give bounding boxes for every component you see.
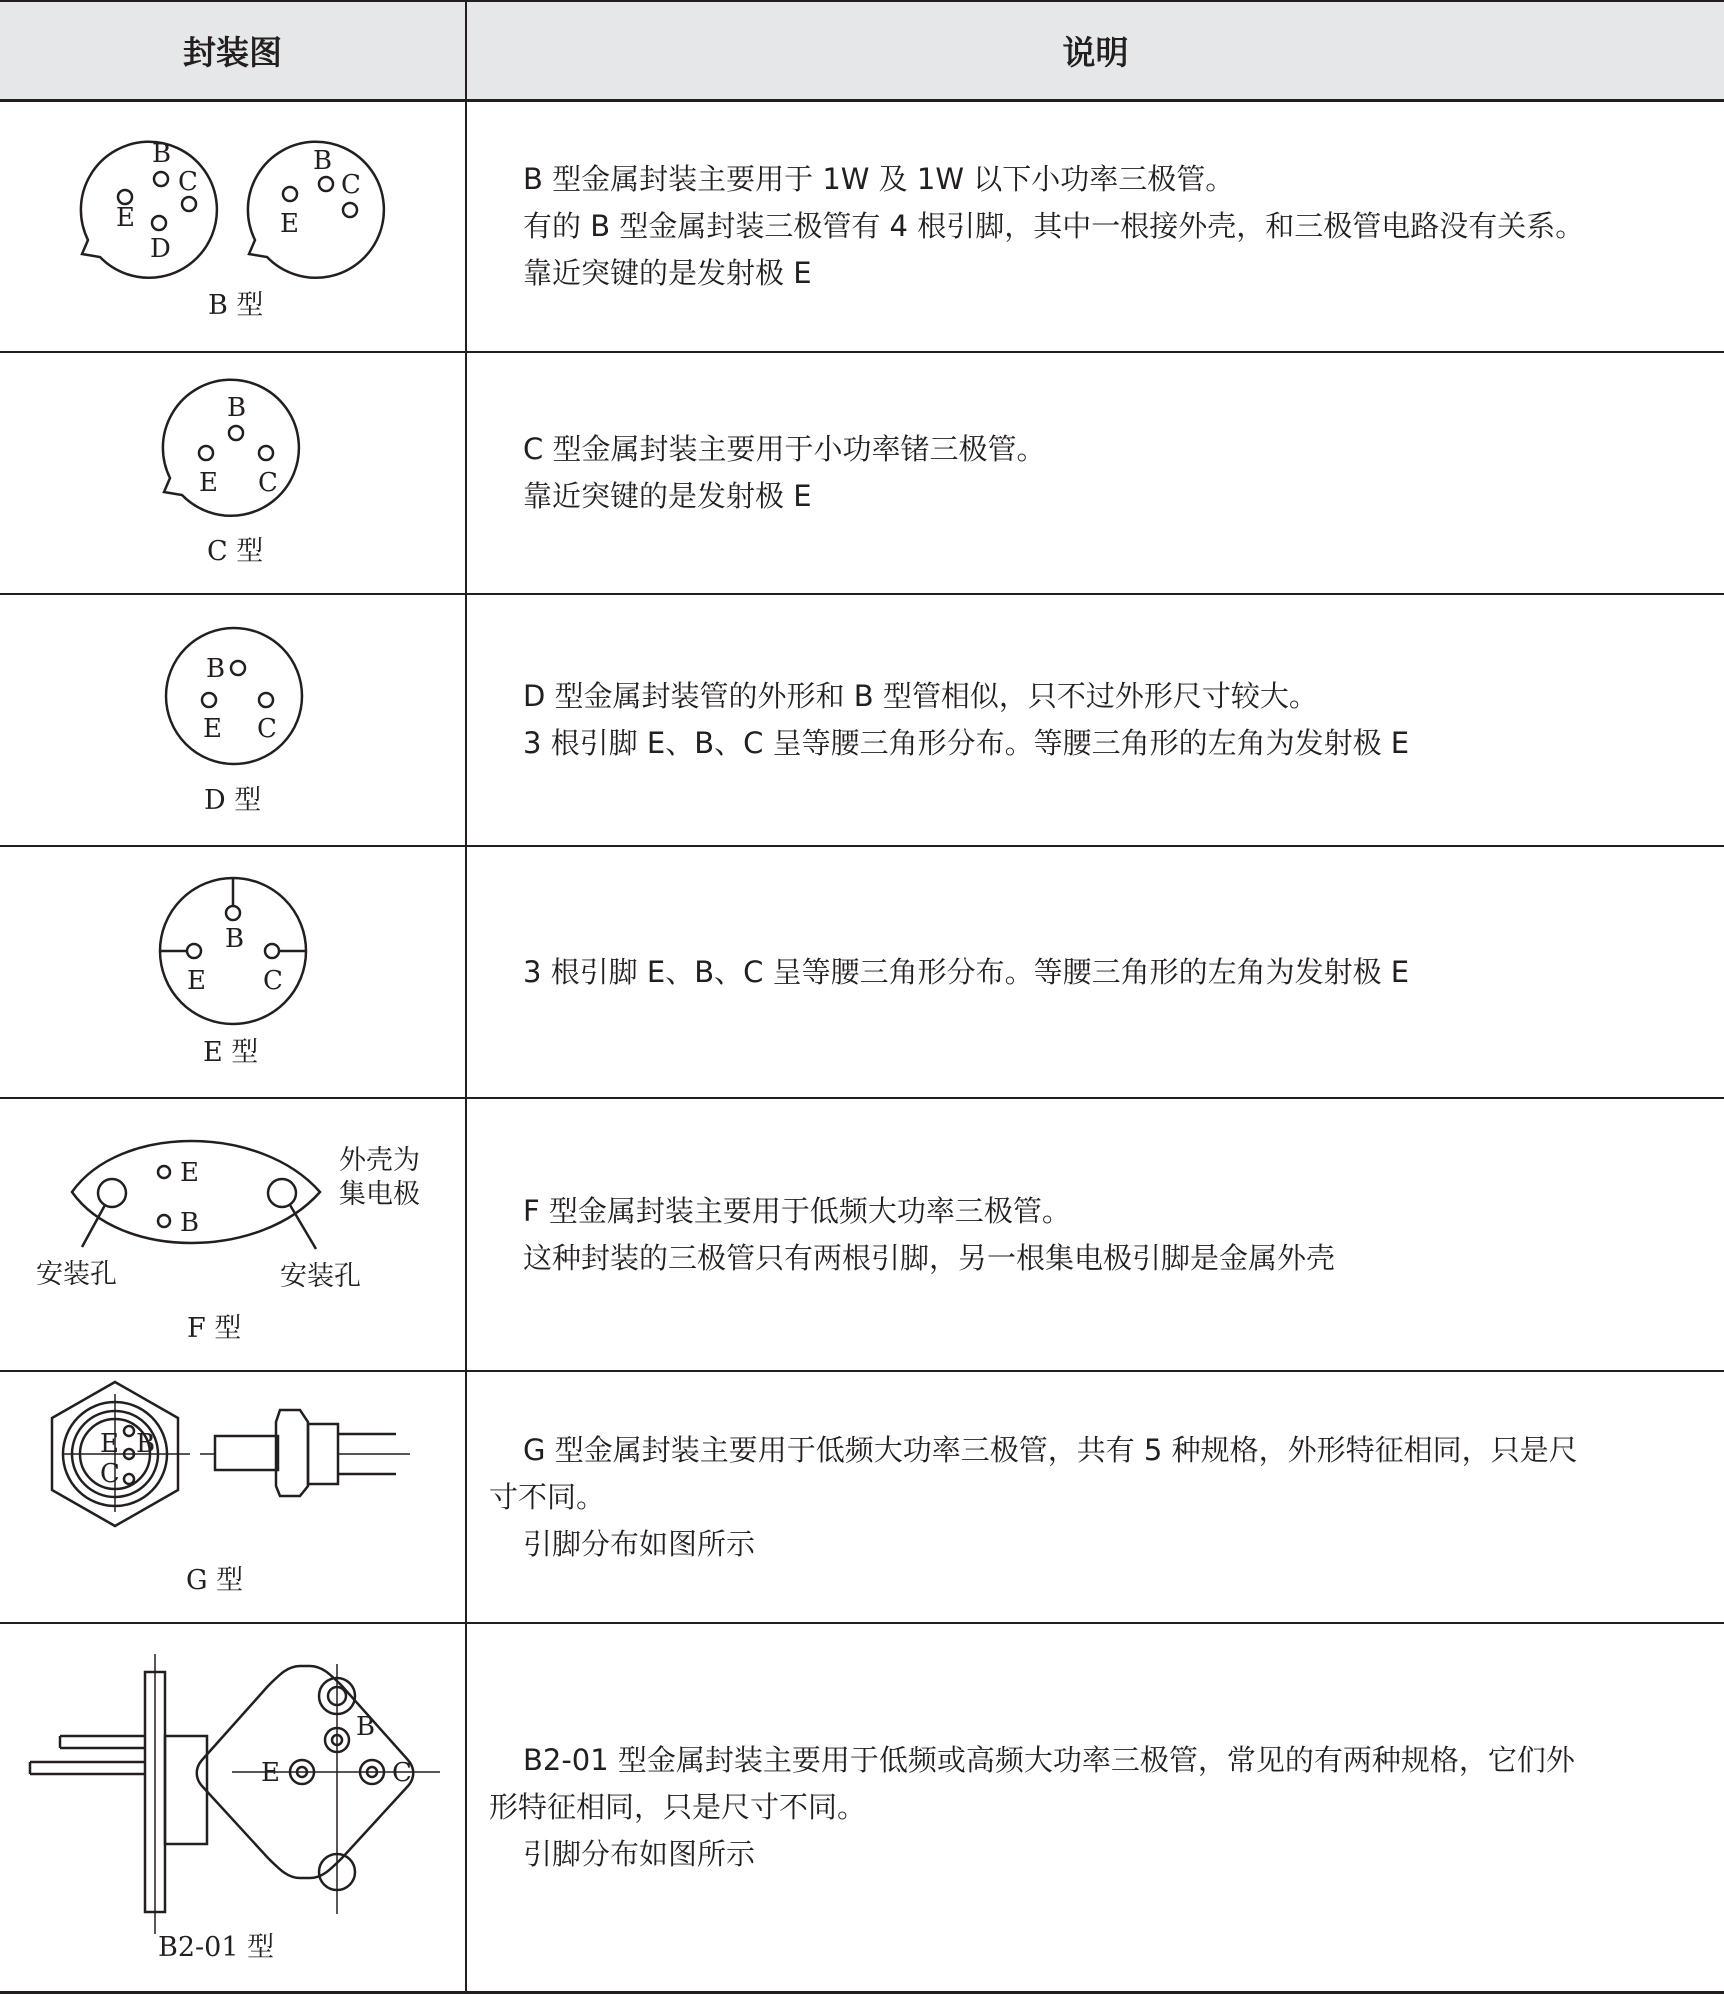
table-row xyxy=(0,353,1724,593)
description-line: 3 根引脚 E、B、C 呈等腰三角形分布。等腰三角形的左角为发射极 E xyxy=(523,954,1410,989)
pin-label-b: B xyxy=(206,654,226,684)
diagram-caption: C 型 xyxy=(207,536,264,567)
b2-01-type-drawing xyxy=(0,1624,465,1991)
package-diagram-b xyxy=(0,102,465,351)
pin-label-e: E xyxy=(100,1429,119,1459)
description-line: 靠近突键的是发射极 E xyxy=(523,479,812,513)
pin-label-c: C xyxy=(257,714,277,744)
table-row xyxy=(0,595,1724,845)
pin-label-b: B xyxy=(136,1429,156,1459)
description-line: 3 根引脚 E、B、C 呈等腰三角形分布。等腰三角形的左角为发射极 E xyxy=(523,726,1410,760)
table-row xyxy=(0,1099,1724,1370)
diagram-caption: F 型 xyxy=(187,1313,242,1344)
pin-label-e: E xyxy=(116,203,135,233)
f-type-drawing xyxy=(0,1099,465,1370)
description-cell xyxy=(467,102,1724,351)
e-type-drawing xyxy=(0,847,465,1097)
pin-label-e: E xyxy=(203,714,222,744)
package-diagram-c xyxy=(0,353,465,593)
shell-label-line1: 外壳为 xyxy=(339,1145,420,1176)
description-line: 靠近突键的是发射极 E xyxy=(523,256,812,290)
table-row xyxy=(0,1372,1724,1622)
description-line: 有的 B 型金属封装三极管有 4 根引脚，其中一根接外壳，和三极管电路没有关系。 xyxy=(523,209,1585,243)
description-cell xyxy=(467,595,1724,845)
pin-label-e: E xyxy=(180,1158,199,1188)
g-type-drawing xyxy=(0,1372,465,1622)
mounting-hole-label: 安装孔 xyxy=(280,1261,361,1292)
diagram-caption: B2-01 型 xyxy=(158,1932,275,1963)
description-cell xyxy=(467,847,1724,1097)
table-border-bottom xyxy=(0,1991,1724,1994)
description-cell xyxy=(467,353,1724,593)
table-border-top xyxy=(0,0,1724,2)
description-cell xyxy=(467,1624,1724,1991)
mounting-hole-label: 安装孔 xyxy=(36,1259,117,1290)
table-row xyxy=(0,847,1724,1097)
description-line: 引脚分布如图所示 xyxy=(523,1837,756,1871)
package-diagram-e xyxy=(0,847,465,1097)
pin-label-c: C xyxy=(258,468,278,498)
description-line: B 型金属封装主要用于 1W 及 1W 以下小功率三极管。 xyxy=(523,162,1235,196)
c-type-drawing xyxy=(0,353,465,593)
pin-label-d: D xyxy=(150,234,171,264)
pin-label-c: C xyxy=(100,1459,120,1489)
pin-label-c: C xyxy=(178,167,198,197)
pin-label-b: B xyxy=(225,924,245,954)
description-line: D 型金属封装管的外形和 B 型管相似，只不过外形尺寸较大。 xyxy=(523,679,1318,713)
header-package-diagram: 封装图 xyxy=(0,0,465,100)
description-line: C 型金属封装主要用于小功率锗三极管。 xyxy=(523,432,1046,466)
package-diagram-f xyxy=(0,1099,465,1370)
b-type-drawing xyxy=(0,102,465,351)
description-line: 形特征相同，只是尺寸不同。 xyxy=(489,1790,867,1824)
pin-label-e: E xyxy=(187,966,206,996)
pin-label-b: B xyxy=(180,1208,200,1238)
description-line: B2-01 型金属封装主要用于低频或高频大功率三极管，常见的有两种规格，它们外 xyxy=(523,1743,1575,1777)
pin-label-c: C xyxy=(392,1758,412,1788)
package-diagram-d xyxy=(0,595,465,845)
description-cell xyxy=(467,1372,1724,1622)
description-cell xyxy=(467,1099,1724,1370)
table-row xyxy=(0,102,1724,351)
pin-label-b: B xyxy=(313,146,333,176)
description-line: 引脚分布如图所示 xyxy=(523,1526,756,1561)
d-type-drawing xyxy=(0,595,465,845)
shell-label-line2: 集电极 xyxy=(339,1179,420,1210)
package-diagram-g xyxy=(0,1372,465,1622)
pin-label-e: E xyxy=(199,468,218,498)
pin-label-b: B xyxy=(152,139,172,169)
diagram-caption: B 型 xyxy=(208,290,264,321)
package-diagram-b2-01 xyxy=(0,1624,465,1991)
description-line: G 型金属封装主要用于低频大功率三极管，共有 5 种规格，外形特征相同，只是尺 xyxy=(523,1432,1578,1467)
diagram-caption: E 型 xyxy=(203,1037,259,1068)
pin-label-b: B xyxy=(227,393,247,423)
description-line: 这种封装的三极管只有两根引脚，另一根集电极引脚是金属外壳 xyxy=(523,1240,1336,1275)
pin-label-c: C xyxy=(341,170,361,200)
description-line: 寸不同。 xyxy=(489,1479,606,1514)
pin-label-b: B xyxy=(356,1712,376,1742)
pin-label-c: C xyxy=(263,966,283,996)
table-row xyxy=(0,1624,1724,1991)
header-description: 说明 xyxy=(467,0,1724,100)
diagram-caption: D 型 xyxy=(204,785,262,816)
pin-label-e: E xyxy=(280,209,299,239)
description-line: F 型金属封装主要用于低频大功率三极管。 xyxy=(523,1193,1071,1228)
diagram-caption: G 型 xyxy=(186,1565,244,1596)
pin-label-e: E xyxy=(261,1758,280,1788)
